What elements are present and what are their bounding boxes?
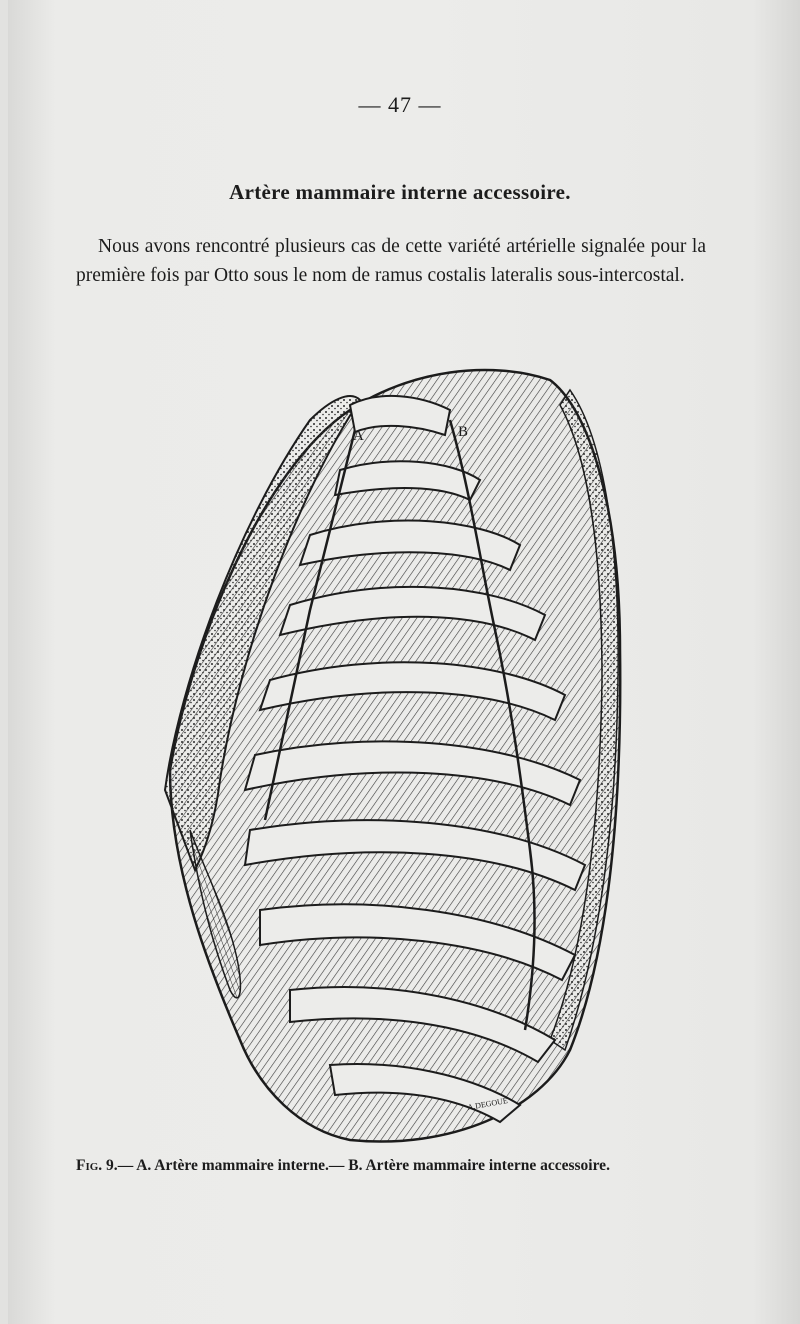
figure-caption: [76, 1157, 716, 1175]
rib-cage-illustration: [150, 350, 630, 1150]
label-b: B: [458, 424, 469, 440]
body-paragraph: Nous avons rencontré plusieurs cas de cette variété artérielle signalée pour la première fois par Otto sous le nom de ramus costalis lateralis sous-intercostal.: [76, 236, 706, 286]
section-title: Artère mammaire interne accessoire.: [229, 180, 571, 204]
anatomical-engraving: [150, 350, 630, 1150]
figure-number: Fig. 9.: [76, 1157, 118, 1174]
caption-text: — A. Artère mammaire interne.— B. Artère mammaire interne accessoire.: [117, 1157, 610, 1174]
page-number: — 47 —: [358, 92, 442, 117]
label-a: A: [353, 428, 364, 444]
engraver-signature: A.DEGOUÉ: [466, 1096, 509, 1112]
